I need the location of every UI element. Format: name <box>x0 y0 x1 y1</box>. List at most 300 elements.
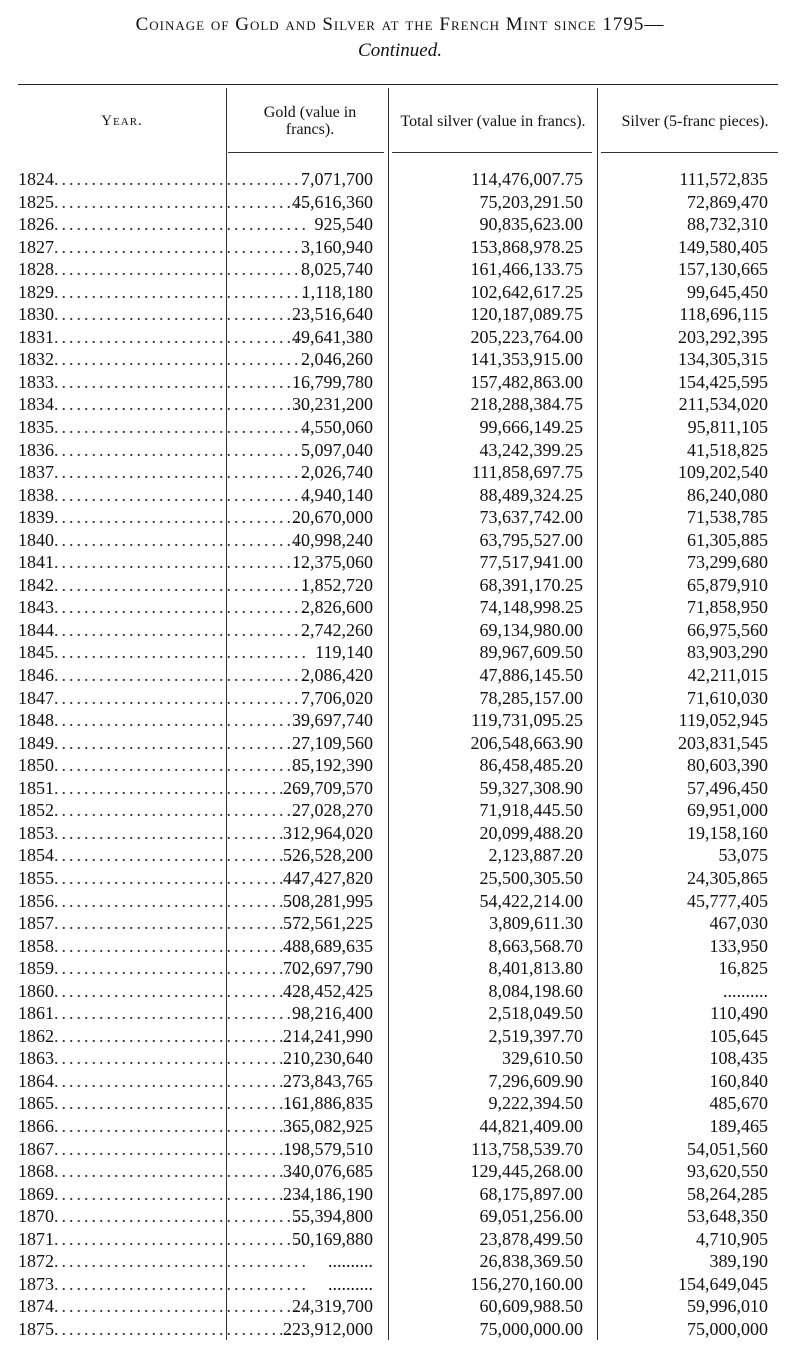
total-silver-cell: 77,517,941.00 <box>479 552 583 573</box>
table-row <box>18 1318 778 1341</box>
total-silver-cell: 8,084,198.60 <box>488 980 583 1001</box>
silver-5franc-cell: 134,305,315 <box>678 349 768 370</box>
leader-dots: .................................. <box>54 1251 309 1272</box>
silver-5franc-cell: 203,831,545 <box>678 732 768 753</box>
year-cell: 1824.................................. <box>18 169 309 189</box>
leader-dots: .................................. <box>54 1048 309 1069</box>
silver-5franc-cell: 99,645,450 <box>687 281 768 302</box>
leader-dots: .................................. <box>54 687 309 708</box>
table-row <box>18 1092 778 1115</box>
table-row <box>18 935 778 958</box>
total-silver-cell: 43,242,399.25 <box>479 439 583 460</box>
gold-cell: 312,964,020 <box>283 822 373 843</box>
total-silver-cell: 69,134,980.00 <box>479 619 583 640</box>
table-row <box>18 484 778 507</box>
silver-5franc-cell: .......... <box>723 980 768 1001</box>
table-row <box>18 1002 778 1025</box>
total-silver-cell: 157,482,863.00 <box>470 371 583 392</box>
year-cell: 1832.................................. <box>18 349 309 370</box>
total-silver-cell: 129,445,268.00 <box>470 1161 583 1182</box>
silver-5franc-cell: 19,158,160 <box>687 822 768 843</box>
year-cell: 1872.................................. <box>18 1251 309 1272</box>
table-row <box>18 1138 778 1161</box>
table-row <box>18 303 778 326</box>
leader-dots: .................................. <box>54 214 309 235</box>
top-rule <box>18 84 778 85</box>
gold-cell: 40,998,240 <box>292 529 373 550</box>
table-row <box>18 529 778 552</box>
year-cell: 1848.................................. <box>18 710 309 731</box>
silver-5franc-cell: 203,292,395 <box>678 326 768 347</box>
total-silver-cell: 68,175,897.00 <box>479 1183 583 1204</box>
year-cell: 1849.................................. <box>18 732 309 753</box>
year-cell: 1862.................................. <box>18 1025 309 1046</box>
gold-cell: 23,516,640 <box>292 304 373 325</box>
year-cell: 1843.................................. <box>18 597 309 618</box>
header-gold: Gold (value in francs). <box>263 104 357 138</box>
total-silver-cell: 88,489,324.25 <box>479 484 583 505</box>
silver-5franc-cell: 69,951,000 <box>687 800 768 821</box>
year-cell: 1835.................................. <box>18 417 309 438</box>
silver-5franc-cell: 160,840 <box>709 1070 768 1091</box>
year-cell: 1860.................................. <box>18 980 309 1001</box>
leader-dots: .................................. <box>54 935 309 956</box>
leader-dots: .................................. <box>54 800 309 821</box>
leader-dots: .................................. <box>54 642 309 663</box>
total-silver-cell: 99,666,149.25 <box>479 417 583 438</box>
silver-5franc-cell: 83,903,290 <box>687 642 768 663</box>
gold-cell: 24,319,700 <box>292 1296 373 1317</box>
gold-cell: 39,697,740 <box>292 710 373 731</box>
year-cell: 1836.................................. <box>18 439 309 460</box>
silver-5franc-cell: 42,211,015 <box>687 665 768 686</box>
gold-cell: 925,540 <box>314 214 373 235</box>
total-silver-cell: 329,610.50 <box>502 1048 583 1069</box>
total-silver-cell: 60,609,988.50 <box>479 1296 583 1317</box>
year-cell: 1861.................................. <box>18 1003 309 1024</box>
total-silver-cell: 120,187,089.75 <box>470 304 583 325</box>
gold-cell: 4,940,140 <box>301 484 373 505</box>
silver-5franc-cell: 154,425,595 <box>678 371 768 392</box>
leader-dots: .................................. <box>54 529 309 550</box>
silver-5franc-cell: 65,879,910 <box>687 574 768 595</box>
total-silver-cell: 218,288,384.75 <box>470 394 583 415</box>
year-cell: 1868.................................. <box>18 1161 309 1182</box>
total-silver-cell: 78,285,157.00 <box>479 687 583 708</box>
gold-cell: 45,616,360 <box>292 191 373 212</box>
gold-cell: 210,230,640 <box>283 1048 373 1069</box>
total-silver-cell: 63,795,527.00 <box>479 529 583 550</box>
year-cell: 1869.................................. <box>18 1183 309 1204</box>
gold-cell: 55,394,800 <box>292 1206 373 1227</box>
total-silver-cell: 54,422,214.00 <box>479 890 583 911</box>
total-silver-cell: 2,518,049.50 <box>488 1003 583 1024</box>
total-silver-cell: 161,466,133.75 <box>470 259 583 280</box>
total-silver-cell: 74,148,998.25 <box>479 597 583 618</box>
gold-cell: 4,550,060 <box>301 417 373 438</box>
total-silver-cell: 73,637,742.00 <box>479 507 583 528</box>
total-silver-cell: 90,835,623.00 <box>479 214 583 235</box>
silver-5franc-cell: 16,825 <box>718 958 768 979</box>
leader-dots: .................................. <box>54 574 309 595</box>
year-cell: 1829.................................. <box>18 281 309 302</box>
leader-dots: .................................. <box>54 552 309 573</box>
total-silver-cell: 25,500,305.50 <box>479 867 583 888</box>
year-cell: 1825.................................. <box>18 191 309 212</box>
title-line-2: Continued. <box>358 40 442 61</box>
year-cell: 1873.................................. <box>18 1273 309 1294</box>
header-rule-silver <box>601 152 778 153</box>
silver-5franc-cell: 133,950 <box>709 935 768 956</box>
leader-dots: .................................. <box>54 1070 309 1091</box>
gold-cell: 2,826,600 <box>301 597 373 618</box>
leader-dots: .................................. <box>54 755 309 776</box>
total-silver-cell: 8,663,568.70 <box>488 935 583 956</box>
table-row <box>18 371 778 394</box>
total-silver-cell: 86,458,485.20 <box>479 755 583 776</box>
table-row <box>18 1295 778 1318</box>
year-cell: 1831.................................. <box>18 326 309 347</box>
gold-cell: 198,579,510 <box>283 1138 373 1159</box>
leader-dots: .................................. <box>54 281 309 302</box>
table-row <box>18 619 778 642</box>
year-cell: 1870.................................. <box>18 1206 309 1227</box>
gold-cell: 27,109,560 <box>292 732 373 753</box>
year-cell: 1844.................................. <box>18 619 309 640</box>
silver-5franc-cell: 108,435 <box>709 1048 768 1069</box>
year-cell: 1874.................................. <box>18 1296 309 1317</box>
total-silver-cell: 205,223,764.00 <box>470 326 583 347</box>
gold-cell: 50,169,880 <box>292 1228 373 1249</box>
year-cell: 1863.................................. <box>18 1048 309 1069</box>
gold-cell: 340,076,685 <box>283 1161 373 1182</box>
total-silver-cell: 2,519,397.70 <box>488 1025 583 1046</box>
year-cell: 1864.................................. <box>18 1070 309 1091</box>
leader-dots: .................................. <box>54 619 309 640</box>
gold-cell: 161,886,835 <box>283 1093 373 1114</box>
leader-dots: .................................. <box>54 304 309 325</box>
leader-dots: .................................. <box>54 980 309 1001</box>
gold-cell: 572,561,225 <box>283 913 373 934</box>
silver-5franc-cell: 86,240,080 <box>687 484 768 505</box>
silver-5franc-cell: 75,000,000 <box>687 1318 768 1339</box>
silver-5franc-cell: 118,696,115 <box>679 304 768 325</box>
total-silver-cell: 141,353,915.00 <box>470 349 583 370</box>
year-cell: 1842.................................. <box>18 574 309 595</box>
year-cell: 1858.................................. <box>18 935 309 956</box>
silver-5franc-cell: 211,534,020 <box>678 394 768 415</box>
table-row <box>18 236 778 259</box>
total-silver-cell: 20,099,488.20 <box>479 822 583 843</box>
silver-5franc-cell: 57,496,450 <box>687 777 768 798</box>
table-row <box>18 1273 778 1296</box>
total-silver-cell: 111,858,697.75 <box>471 462 583 483</box>
silver-5franc-cell: 58,264,285 <box>687 1183 768 1204</box>
year-cell: 1841.................................. <box>18 552 309 573</box>
total-silver-cell: 119,731,095.25 <box>471 710 583 731</box>
header-rule-total <box>392 152 592 153</box>
total-silver-cell: 47,886,145.50 <box>479 665 583 686</box>
gold-cell: 16,799,780 <box>292 371 373 392</box>
leader-dots: .................................. <box>54 1138 309 1159</box>
total-silver-cell: 44,821,409.00 <box>479 1115 583 1136</box>
gold-cell: 1,852,720 <box>301 574 373 595</box>
leader-dots: .................................. <box>54 1093 309 1114</box>
gold-cell: 447,427,820 <box>283 867 373 888</box>
leader-dots: .................................. <box>54 169 309 189</box>
silver-5franc-cell: 111,572,835 <box>679 169 768 189</box>
total-silver-cell: 2,123,887.20 <box>488 845 583 866</box>
year-cell: 1851.................................. <box>18 777 309 798</box>
total-silver-cell: 156,270,160.00 <box>470 1273 583 1294</box>
silver-5franc-cell: 61,305,885 <box>687 529 768 550</box>
gold-cell: 526,528,200 <box>283 845 373 866</box>
table-row <box>18 732 778 755</box>
total-silver-cell: 75,000,000.00 <box>479 1318 583 1339</box>
gold-cell: 702,697,790 <box>283 958 373 979</box>
gold-cell: 27,028,270 <box>292 800 373 821</box>
silver-5franc-cell: 71,610,030 <box>687 687 768 708</box>
table-row <box>18 258 778 281</box>
year-cell: 1866.................................. <box>18 1115 309 1136</box>
leader-dots: .................................. <box>54 1206 309 1227</box>
table-row <box>18 326 778 349</box>
year-cell: 1838.................................. <box>18 484 309 505</box>
year-cell: 1826.................................. <box>18 214 309 235</box>
silver-5franc-cell: 53,648,350 <box>687 1206 768 1227</box>
leader-dots: .................................. <box>54 958 309 979</box>
gold-cell: 223,912,000 <box>283 1318 373 1339</box>
total-silver-cell: 68,391,170.25 <box>479 574 583 595</box>
table-row <box>18 596 778 619</box>
table-row <box>18 506 778 529</box>
table-row <box>18 709 778 732</box>
silver-5franc-cell: 80,603,390 <box>687 755 768 776</box>
table-row <box>18 867 778 890</box>
leader-dots: .................................. <box>54 597 309 618</box>
table-row <box>18 1047 778 1070</box>
leader-dots: .................................. <box>54 484 309 505</box>
total-silver-cell: 9,222,394.50 <box>488 1093 583 1114</box>
gold-cell: .......... <box>328 1251 373 1272</box>
gold-cell: 7,071,700 <box>301 169 373 189</box>
leader-dots: .................................. <box>54 259 309 280</box>
silver-5franc-cell: 24,305,865 <box>687 867 768 888</box>
year-cell: 1834.................................. <box>18 394 309 415</box>
silver-5franc-cell: 95,811,105 <box>687 417 768 438</box>
gold-cell: 20,670,000 <box>292 507 373 528</box>
leader-dots: .................................. <box>54 417 309 438</box>
total-silver-cell: 113,758,539.70 <box>471 1138 583 1159</box>
silver-5franc-cell: 41,518,825 <box>687 439 768 460</box>
leader-dots: .................................. <box>54 1318 309 1339</box>
table-row <box>18 1070 778 1093</box>
gold-cell: 85,192,390 <box>292 755 373 776</box>
year-cell: 1837.................................. <box>18 462 309 483</box>
leader-dots: .................................. <box>54 1161 309 1182</box>
gold-cell: 214,241,990 <box>283 1025 373 1046</box>
year-cell: 1875.................................. <box>18 1318 309 1339</box>
total-silver-cell: 3,809,611.30 <box>489 913 583 934</box>
total-silver-cell: 7,296,609.90 <box>488 1070 583 1091</box>
gold-cell: 119,140 <box>315 642 373 663</box>
year-cell: 1852.................................. <box>18 800 309 821</box>
leader-dots: .................................. <box>54 732 309 753</box>
total-silver-cell: 75,203,291.50 <box>479 191 583 212</box>
year-cell: 1871.................................. <box>18 1228 309 1249</box>
gold-cell: 7,706,020 <box>301 687 373 708</box>
gold-cell: 2,026,740 <box>301 462 373 483</box>
total-silver-cell: 114,476,007.75 <box>471 169 583 189</box>
table-row <box>18 664 778 687</box>
gold-cell: 428,452,425 <box>283 980 373 1001</box>
silver-5franc-cell: 389,190 <box>709 1251 768 1272</box>
year-cell: 1865.................................. <box>18 1093 309 1114</box>
table-row <box>18 1250 778 1273</box>
total-silver-cell: 23,878,499.50 <box>479 1228 583 1249</box>
total-silver-cell: 89,967,609.50 <box>479 642 583 663</box>
year-cell: 1827.................................. <box>18 236 309 257</box>
table-row <box>18 777 778 800</box>
year-cell: 1867.................................. <box>18 1138 309 1159</box>
leader-dots: .................................. <box>54 890 309 911</box>
year-cell: 1847.................................. <box>18 687 309 708</box>
leader-dots: .................................. <box>54 710 309 731</box>
total-silver-cell: 69,051,256.00 <box>479 1206 583 1227</box>
silver-5franc-cell: 53,075 <box>718 845 768 866</box>
table-row <box>18 213 778 236</box>
year-cell: 1856.................................. <box>18 890 309 911</box>
year-cell: 1859.................................. <box>18 958 309 979</box>
table-row <box>18 348 778 371</box>
gold-cell: 365,082,925 <box>283 1115 373 1136</box>
leader-dots: .................................. <box>54 1296 309 1317</box>
silver-5franc-cell: 110,490 <box>710 1003 768 1024</box>
year-cell: 1857.................................. <box>18 913 309 934</box>
silver-5franc-cell: 71,538,785 <box>687 507 768 528</box>
table-row <box>18 890 778 913</box>
table-row <box>18 191 778 214</box>
table-row <box>18 799 778 822</box>
leader-dots: .................................. <box>54 1273 309 1294</box>
title-line-1: Coinage of Gold and Silver at the French Mint since 1795— <box>135 14 665 35</box>
leader-dots: .................................. <box>54 439 309 460</box>
table-row <box>18 281 778 304</box>
year-cell: 1855.................................. <box>18 867 309 888</box>
total-silver-cell: 71,918,445.50 <box>479 800 583 821</box>
year-cell: 1833.................................. <box>18 371 309 392</box>
table-body <box>18 168 778 1340</box>
gold-cell: 98,216,400 <box>292 1003 373 1024</box>
silver-5franc-cell: 71,858,950 <box>687 597 768 618</box>
leader-dots: .................................. <box>54 1003 309 1024</box>
table-row <box>18 957 778 980</box>
table-row <box>18 641 778 664</box>
header-total-silver: Total silver (value in francs). <box>400 112 586 130</box>
gold-cell: 1,118,180 <box>301 281 373 302</box>
year-cell: 1839.................................. <box>18 507 309 528</box>
gold-cell: 234,186,190 <box>283 1183 373 1204</box>
table-row <box>18 1228 778 1251</box>
gold-cell: 8,025,740 <box>301 259 373 280</box>
year-cell: 1853.................................. <box>18 822 309 843</box>
leader-dots: .................................. <box>54 236 309 257</box>
leader-dots: .................................. <box>54 349 309 370</box>
gold-cell: 5,097,040 <box>301 439 373 460</box>
table-title <box>0 14 800 62</box>
silver-5franc-cell: 88,732,310 <box>687 214 768 235</box>
table-row <box>18 1025 778 1048</box>
silver-5franc-cell: 93,620,550 <box>687 1161 768 1182</box>
leader-dots: .................................. <box>54 1025 309 1046</box>
gold-cell: 49,641,380 <box>292 326 373 347</box>
leader-dots: .................................. <box>54 665 309 686</box>
header-silver-5franc: Silver (5-franc pieces). <box>621 112 769 130</box>
leader-dots: .................................. <box>54 777 309 798</box>
gold-cell: 2,086,420 <box>301 665 373 686</box>
silver-5franc-cell: 45,777,405 <box>687 890 768 911</box>
silver-5franc-cell: 149,580,405 <box>678 236 768 257</box>
table-row <box>18 912 778 935</box>
table-row <box>18 574 778 597</box>
total-silver-cell: 26,838,369.50 <box>479 1251 583 1272</box>
table-row <box>18 980 778 1003</box>
table-row <box>18 393 778 416</box>
gold-cell: 3,160,940 <box>301 236 373 257</box>
silver-5franc-cell: 157,130,665 <box>678 259 768 280</box>
silver-5franc-cell: 66,975,560 <box>687 619 768 640</box>
silver-5franc-cell: 154,649,045 <box>678 1273 768 1294</box>
leader-dots: .................................. <box>54 867 309 888</box>
table-row <box>18 822 778 845</box>
leader-dots: .................................. <box>54 822 309 843</box>
leader-dots: .................................. <box>54 1228 309 1249</box>
table-row <box>18 687 778 710</box>
silver-5franc-cell: 119,052,945 <box>678 710 768 731</box>
leader-dots: .................................. <box>54 326 309 347</box>
total-silver-cell: 153,868,978.25 <box>470 236 583 257</box>
silver-5franc-cell: 4,710,905 <box>696 1228 768 1249</box>
silver-5franc-cell: 105,645 <box>709 1025 768 1046</box>
silver-5franc-cell: 485,670 <box>709 1093 768 1114</box>
leader-dots: .................................. <box>54 1115 309 1136</box>
gold-cell: 2,046,260 <box>301 349 373 370</box>
leader-dots: .................................. <box>54 507 309 528</box>
year-cell: 1845.................................. <box>18 642 309 663</box>
leader-dots: .................................. <box>54 462 309 483</box>
gold-cell: 508,281,995 <box>283 890 373 911</box>
header-rule-gold <box>228 152 384 153</box>
table-row <box>18 1183 778 1206</box>
leader-dots: .................................. <box>54 371 309 392</box>
leader-dots: .................................. <box>54 394 309 415</box>
table-row <box>18 1115 778 1138</box>
silver-5franc-cell: 467,030 <box>709 913 768 934</box>
gold-cell: 273,843,765 <box>283 1070 373 1091</box>
table-row <box>18 439 778 462</box>
gold-cell: 12,375,060 <box>292 552 373 573</box>
table-row <box>18 754 778 777</box>
total-silver-cell: 206,548,663.90 <box>470 732 583 753</box>
gold-cell: 30,231,200 <box>292 394 373 415</box>
year-cell: 1850.................................. <box>18 755 309 776</box>
silver-5franc-cell: 54,051,560 <box>687 1138 768 1159</box>
year-cell: 1828.................................. <box>18 259 309 280</box>
silver-5franc-cell: 59,996,010 <box>687 1296 768 1317</box>
table-row <box>18 844 778 867</box>
year-cell: 1830.................................. <box>18 304 309 325</box>
leader-dots: .................................. <box>54 191 309 212</box>
